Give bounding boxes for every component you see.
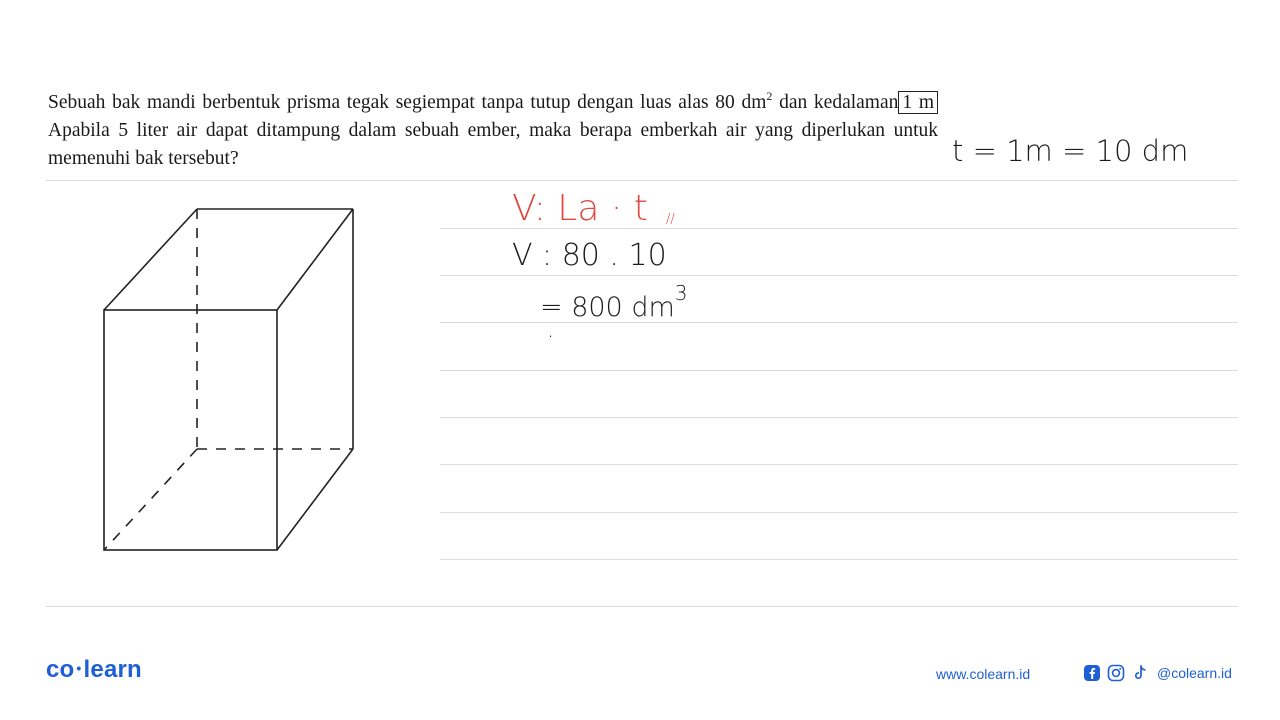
prism-edge — [104, 209, 197, 310]
question-part-1: Sebuah bak mandi berbentuk prisma tegak segiempat tanpa tutup dengan luas alas 80 dm — [48, 92, 767, 113]
logo-dot: • — [76, 660, 82, 676]
prism-hidden-edge — [104, 449, 197, 550]
handwritten-step-2-text: = 800 dm — [540, 292, 675, 323]
question-text — [48, 89, 938, 173]
social-links — [1083, 664, 1232, 682]
prism-edge — [277, 209, 353, 310]
footer-social-handle[interactable]: @colearn.id — [1157, 665, 1232, 681]
rule-line — [440, 370, 1238, 371]
prism-edge — [277, 449, 353, 550]
rule-line — [440, 464, 1238, 465]
prism-diagram — [95, 200, 365, 560]
tiktok-icon[interactable] — [1131, 664, 1149, 682]
question-part-3: Apabila 5 liter air dapat ditampung dalam sebuah ember, maka berapa emberkah air yang diperlukan untuk memenuhi bak tersebut? — [48, 120, 938, 169]
handwritten-formula: V: La · t — [512, 188, 648, 229]
prism-edges — [104, 209, 353, 550]
question-exponent: 2 — [766, 88, 773, 103]
logo-text-co: co — [46, 656, 75, 683]
rule-line — [440, 512, 1238, 513]
prism-front-face — [104, 310, 277, 550]
handwritten-step-2-exponent: 3 — [674, 281, 688, 305]
rule-footer — [46, 606, 1238, 607]
question-boxed-depth: 1 m — [898, 91, 938, 114]
facebook-icon[interactable] — [1083, 664, 1101, 682]
colearn-logo — [46, 656, 142, 684]
footer-website-link[interactable]: www.colearn.id — [936, 666, 1031, 682]
handwritten-step-2 — [540, 281, 688, 323]
handwritten-step-3: . — [547, 318, 554, 343]
instagram-icon[interactable] — [1107, 664, 1125, 682]
handwritten-side-note: t = 1m = 10 dm — [952, 134, 1189, 168]
logo-text-learn: learn — [83, 656, 142, 683]
rule-line — [440, 559, 1238, 560]
question-part-2: dan kedalaman — [772, 92, 899, 113]
rule-line — [440, 417, 1238, 418]
handwritten-formula-mark: // — [666, 212, 675, 227]
rule-header — [46, 180, 1238, 181]
handwritten-step-1: V : 80 . 10 — [512, 238, 667, 273]
rule-line — [440, 275, 1238, 276]
